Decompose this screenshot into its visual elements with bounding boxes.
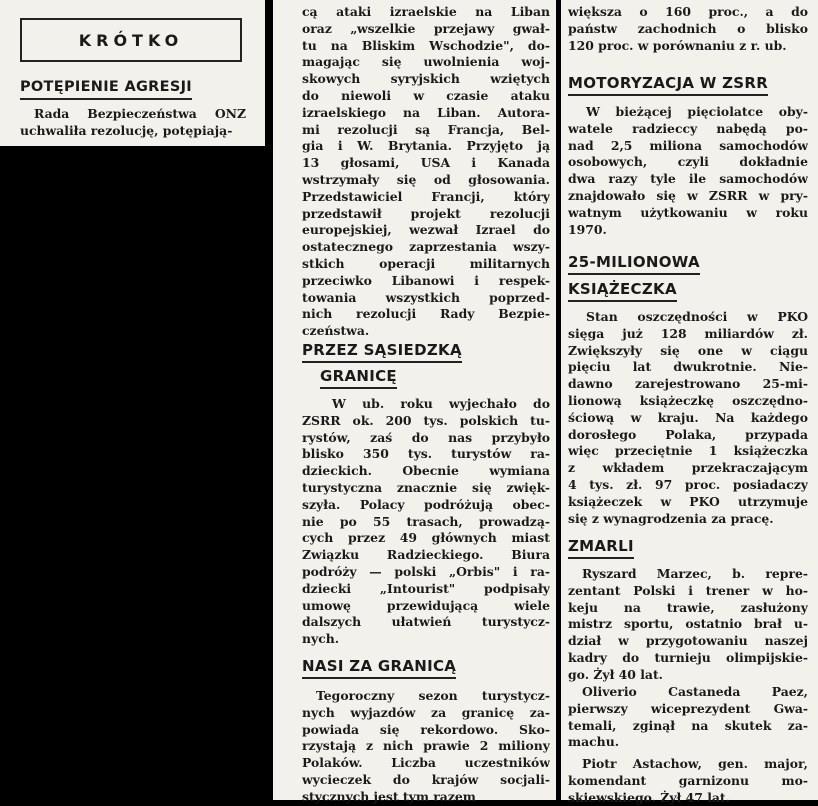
text-line: wycieczek do krajów socjali- <box>302 771 550 787</box>
text-line: blisko 350 tys. turystów ra- <box>302 446 550 462</box>
text-line: ściową w kraju. Na każdego <box>568 409 808 425</box>
article-ksiazeczka <box>568 309 808 527</box>
text-line: 1970. <box>568 221 607 237</box>
text-line: powiada się rekordowo. Sko- <box>302 721 550 737</box>
text-line: W ub. roku wyjechało do <box>332 396 550 411</box>
text-line: dziecki „Intourist" podpisały <box>302 580 550 596</box>
text-line: towania wszystkich poprzed- <box>302 289 550 305</box>
text-line: sięga już 128 miliardów zł. <box>568 325 808 341</box>
text-line: magając się uwolnienia woj- <box>302 54 550 70</box>
text-line: do niewoli w czasie ataku <box>302 87 550 103</box>
text-line: osobowych, czyli dokładnie <box>568 154 808 170</box>
text-line: W bieżącej pięciolatce oby- <box>586 104 808 119</box>
text-line: stkich operacji militarnych <box>302 255 550 271</box>
text-line: turystyczna znacznie się zwięk- <box>302 479 550 495</box>
text-line: Zwiększyły się one w ciągu <box>568 342 808 358</box>
text-line: czeństwa. <box>302 323 370 339</box>
text-line: dorosłego Polaka, przypada <box>568 426 808 442</box>
text-line: rzystają z nich prawie 2 miliony <box>302 738 550 754</box>
text-line: nych wyjazdów za granicę za- <box>302 704 550 720</box>
article-przez-sasiedzka <box>302 396 550 648</box>
text-line: się z wynagrodzenia za pracę. <box>568 510 774 526</box>
text-line: dawno zarejestrowano 25-mi- <box>568 376 808 392</box>
text-line: dwa razy tyle ile samochodów <box>568 171 808 187</box>
text-line: zentant Polski i trener w ho- <box>568 582 808 598</box>
obituary-astachow <box>568 756 808 806</box>
text-line: uchwaliła rezolucję, potępiają- <box>20 122 233 138</box>
text-line: 4 tys. zł. 97 proc. posiadaczy <box>568 476 808 492</box>
text-line: pierwszy wiceprezydent Gwa- <box>568 700 808 716</box>
text-line: podróży — polski „Orbis" i ra- <box>302 563 550 579</box>
text-line: większa o 160 proc., a do <box>568 4 808 19</box>
text-line: więc przeciętnie 1 książeczka <box>568 443 808 459</box>
text-line: temali, zginął na skutek za- <box>568 717 808 733</box>
text-line: tu na Bliskim Wschodzie", do- <box>302 37 550 53</box>
text-line: cą ataki izraelskie na Liban <box>302 4 550 19</box>
headline-motoryzacja: MOTORYZACJA W ZSRR <box>568 73 768 96</box>
text-line: watele radzieccy nabędą po- <box>568 120 808 136</box>
column-right <box>561 0 818 805</box>
headline-granice: GRANICĘ <box>320 366 397 389</box>
text-line: stycznych jest tym razem <box>302 788 476 804</box>
text-line: 120 proc. w porównaniu z r. ub. <box>568 37 787 53</box>
article-potepienie-continued <box>302 4 550 340</box>
text-line: wstrzymały się od głosowania. <box>302 171 550 187</box>
text-line: nad 2,5 miliona samochodów <box>568 137 808 153</box>
text-line: ostatecznego zaprzestania wszy- <box>302 239 550 255</box>
headline-25-milionowa: 25-MILIONOWA <box>568 252 700 275</box>
text-line: Polaków. Liczba uczestników <box>302 755 550 771</box>
text-line: 13 głosami, USA i Kanada <box>302 155 550 171</box>
article-motoryzacja <box>568 104 808 238</box>
text-line: Rada Bezpieczeństwa ONZ <box>34 106 246 121</box>
text-line: skiewskiego. Żył 47 lat. <box>568 789 730 805</box>
section-title-box: KRÓTKO <box>20 18 242 62</box>
headline-nasi-za-granica: NASI ZA GRANICĄ <box>302 656 456 679</box>
text-line: go. Żył 40 lat. <box>568 666 663 682</box>
obituary-marzec <box>568 566 808 684</box>
text-line: komendant garnizonu mo- <box>568 772 808 788</box>
text-line: europejskiej, wezwał Izrael do <box>302 222 550 238</box>
text-line: dział w przygotowaniu naszej <box>568 633 808 649</box>
text-line: dzieckich. Obecnie wymiana <box>302 463 550 479</box>
text-line: skowych syryjskich wziętych <box>302 71 550 87</box>
text-line: mistrz sportu, ostatnio brał u- <box>568 616 808 632</box>
text-line: nie po 55 trasach, prowadzą- <box>302 513 550 529</box>
text-line: nych. <box>302 631 340 647</box>
headline-zmarli: ZMARLI <box>568 536 634 559</box>
text-line: Związku Radzieckiego. Biura <box>302 547 550 563</box>
text-line: państw zachodnich o blisko <box>568 20 808 36</box>
text-line: machu. <box>568 734 620 750</box>
text-line: Przedstawiciel Francji, który <box>302 188 550 204</box>
text-line: Tegoroczny sezon turystycz- <box>316 688 550 703</box>
article-nasi-za-granica <box>302 688 550 806</box>
text-line: umowę przewidującą wiele <box>302 597 550 613</box>
text-line: z wkładem przekraczającym <box>568 460 808 476</box>
text-line: szyła. Polacy podróżują obec- <box>302 496 550 512</box>
text-line: nich rezolucji Rady Bezpie- <box>302 306 550 322</box>
text-line: lionową książeczkę oszczędno- <box>568 392 808 408</box>
text-line: cych przez 49 głównych miast <box>302 530 550 546</box>
text-line: przedstawił projekt rezolucji <box>302 205 550 221</box>
text-line: ZSRR ok. 200 tys. polskich tu- <box>302 412 550 428</box>
headline-przez-sasiedzka: PRZEZ SĄSIEDZKĄ <box>302 340 462 363</box>
obituary-castaneda <box>568 684 808 751</box>
text-line: przeciwko Libanowi i respek- <box>302 272 550 288</box>
text-line: rystów, zaś do nas przybyło <box>302 429 550 445</box>
headline-ksiazeczka: KSIĄŻECZKA <box>568 279 677 302</box>
text-line: oraz „wszelkie przejawy gwał- <box>302 20 550 36</box>
text-line: Oliverio Castaneda Paez, <box>582 684 808 699</box>
text-line: Ryszard Marzec, b. repre- <box>582 566 808 581</box>
text-line: mi rezolucji są Francja, Bel- <box>302 121 550 137</box>
text-line: izraelskiego na Liban. Autora- <box>302 104 550 120</box>
text-line: znajdowało się w ZSRR w pry- <box>568 187 808 203</box>
article-nasi-za-granica-continued <box>568 4 808 54</box>
text-line: keju na trawie, zasłużony <box>568 599 808 615</box>
text-line: gia i W. Brytania. Przyjęto ją <box>302 138 550 154</box>
headline-potepienie: POTĘPIENIE AGRESJI <box>20 76 192 100</box>
article-potepienie <box>20 106 246 140</box>
column-left <box>0 0 265 146</box>
column-middle <box>273 0 556 804</box>
text-line: książeczek w PKO utrzymuje <box>568 493 808 509</box>
text-line: Stan oszczędności w PKO <box>586 309 808 324</box>
text-line: pięciu lat dwukrotnie. Nie- <box>568 359 808 375</box>
text-line: dalszych ułatwień turystycz- <box>302 614 550 630</box>
text-line: watnym użytkowaniu w roku <box>568 204 808 220</box>
text-line: kadry do turnieju olimpijskie- <box>568 649 808 665</box>
text-line: Piotr Astachow, gen. major, <box>582 756 808 771</box>
